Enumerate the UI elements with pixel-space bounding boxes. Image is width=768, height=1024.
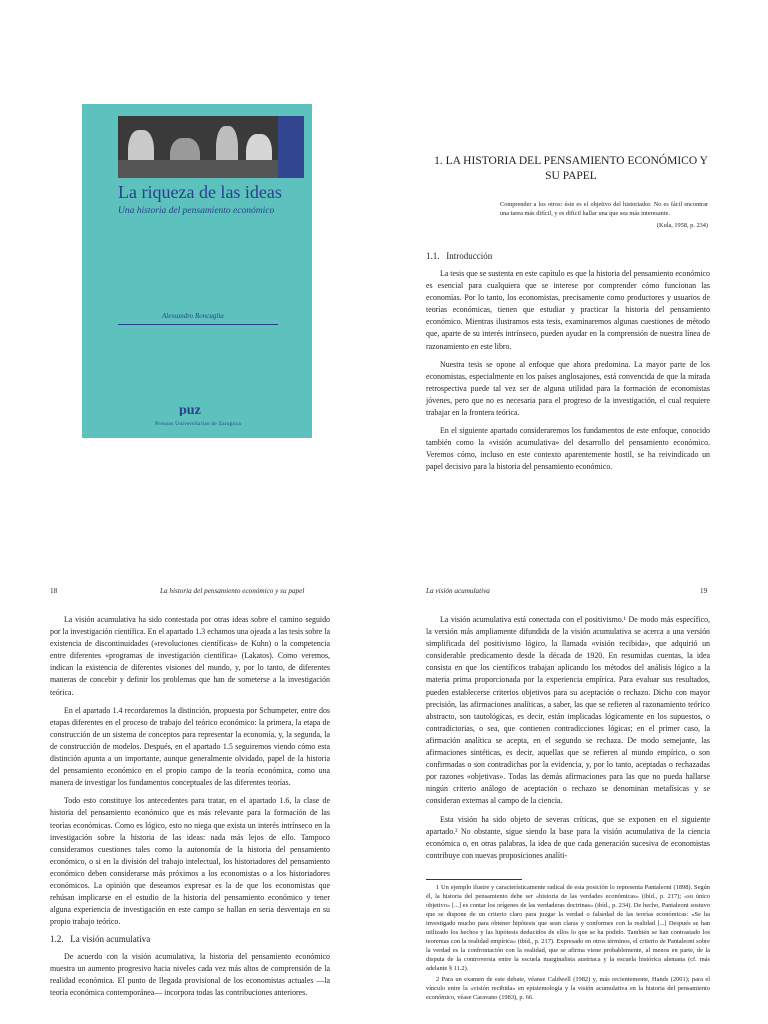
cover-title: La riqueza de las ideas <box>118 182 282 202</box>
paragraph: Todo esto constituye los antecedentes para tratar, en el apartado 1.6, la clase de historia del pensamiento económico que es más relevante para la formación de las teorías económicas. Como es lógico, esto no niega que exista un interés intrínseco en la investigación sobre la historia de las ideas: nada más lejos de ello. Tampoco consideramos cuestiones tales como la autonomía de la historia del pensamiento económico, o si en la división del trabajo intelectual, los historiadores del pensamiento económico deben considerarse más próximos a los economistas o a los historiadores económicos. La opinión que deseamos expresar es la de que los economistas que rehúsan implicarse en el estudio de la historia del pensamiento económico y tener alguna experiencia de investigación en este campo se hallan en seria desventaja en su propio trabajo teórico. <box>50 796 330 927</box>
page18-text <box>50 614 330 934</box>
epigraph-source: (Kula, 1958, p. 234) <box>656 222 708 229</box>
intro-text <box>426 268 710 480</box>
page-number-19: 19 <box>700 587 708 595</box>
footnote: 1 Un ejemplo ilustre y característicamente radical de esta posición lo representa Pantaleoni (1898). Según él, la historia del pensamiento debe ser «historia de las verdades económicas» (ibíd., p. 217); «su único objetivo» [...] es contar los orígenes de las verdaderas doctrinas» (ibíd., p. 234). De hecho, Pantaleoni sostuvo que se dispone de un criterio claro para juzgar la verdad o falsedad de las teorías económicas: «Se ha investigado mucho para obtener hipótesis que sean claras y conformes con la realidad [...] Después se han utilizado los hechos y las hipótesis deducidos de ellos lo que se ha podido. También se han contrastado los teoremas con la realidad empírica» (ibíd., p. 217). Expresado en otros términos, el criterio de Pantaleoni sobre la verdad es la confrontación con la realidad, que se afirma viene probablemente, al menos en parte, de la disputa de la controversia entre la escuela marginalista austriaca y la escuela histórica alemana (cf. más adelante § 11.2). <box>426 884 710 972</box>
cover-author: Alessandro Roncaglia <box>162 312 224 320</box>
paragraph: Esta visión ha sido objeto de severas críticas, que se exponen en el siguiente apartado.² No obstante, sigue siendo la base para la visión acumulativa de la ciencia económica o, en otras palabras, la idea de que cada generación sucesiva de economistas contribuye con nuevas proposiciones analíti- <box>426 814 710 860</box>
cover-photo <box>118 116 278 178</box>
book-cover <box>82 104 312 438</box>
cover-accent-block <box>278 116 304 178</box>
epigraph: Comprender a los otros: éste es el objetivo del historiador. No es fácil encontrar una tarea más difícil, y es difícil hallar una que sea más interesante. <box>500 201 708 217</box>
page19-text <box>426 614 710 868</box>
paragraph: La visión acumulativa está conectada con el positivismo.¹ De modo más específico, la versión más ampliamente difundida de la visión acumulativa se acerca a una versión simplificada del positivismo lógico, la llamada «visión recibida», que adquirió un considerable predicamento desde la década de 1920. En resumidas cuentas, la idea consista en que los científicos trabajan aplicando los métodos del análisis lógico a la materia prima proporcionada por la experiencia empírica. Para evaluar sus resultados, pueden establecerse criterios objetivos para su aceptación o rechazo. Dicho con mayor precisión, las afirmaciones analíticas, a saber, las que se refieren al razonamiento teórico abstracto, son tautológicas, es decir, están implicadas lógicamente en los supuestos, o contradictorias, o sea, que contienen contradicciones lógicas; en el primer caso, la afirmación analítica se acepta, en el segundo se rechaza. De modo semejante, las afirmaciones sintéticas, es decir, aquellas que se refieren al mundo empírico, o son confirmadas o son contradichas por la evidencia, y, por lo tanto, aceptadas o rechazadas por razones «objetivas». Todas las demás afirmaciones para las que no pueda hallarse ningún criterio análogo de aceptación o rechazo se denominan metafísicas y se consideran externas al campo de la ciencia. <box>426 615 710 806</box>
paragraph: De acuerdo con la visión acumulativa, la historia del pensamiento económico muestra un aumento progresivo hacia niveles cada vez más altos de comprensión de la realidad económica. El punto de llegada provisional de los economistas actuales —la teoría económica contemporánea— incorpora todas las contribuciones anteriores. <box>50 952 330 998</box>
paragraph: La visión acumulativa ha sido contestada por otras ideas sobre el camino seguido por la investigación científica. En el apartado 1.3 echamos una ojeada a las tesis sobre la existencia de discontinuidades («revoluciones científicas» de Kuhn) o la competencia entre diferentes «programas de investigación científica» (Lakatos). Como veremos, indican la existencia de diferentes visiones del mundo, y, por lo tanto, de diferentes maneras de concebir y definir los problemas que han de someterse a la investigación teórica. <box>50 615 330 697</box>
paragraph: Nuestra tesis se opone al enfoque que ahora predomina. La mayor parte de los economistas, especialmente en los países anglosajones, está convencida de que la mirada retrospectiva puede tal vez ser de alguna utilidad para la formación de economistas jóvenes, pero que no es necesaria para el progreso de la investigación, el cual requiere trabajar en la frontera teórica. <box>426 359 710 418</box>
paragraph: La tesis que se sustenta en este capítulo es que la historia del pensamiento económico es esencial para cualquiera que se interese por comprender cómo funcionan las economías. Por lo tanto, los economistas, precisamente como productores y usuarios de teorías económicas, tienen que estudiar y practicar la historia del pensamiento económico. Mientras ilustramos esta tesis, examinaremos algunas cuestiones de método que, aparte de su interés intrínseco, pueden ayudar en la comprensión de nuestra línea de razonamiento en este libro. <box>426 269 710 351</box>
cover-subtitle: Una historia del pensamiento económico <box>118 206 275 216</box>
cover-rule <box>118 324 278 325</box>
section-heading-1-1: 1.1. Introducción <box>426 251 493 261</box>
publisher-logo-text: puz <box>179 403 201 416</box>
page-number-18: 18 <box>50 587 58 595</box>
page18-text-after <box>50 951 330 1005</box>
footnotes <box>426 883 710 1004</box>
footnote-rule <box>426 879 522 880</box>
section-heading-1-2: 1.2. La visión acumulativa <box>50 934 151 944</box>
running-header-18: La historia del pensamiento económico y su papel <box>160 587 305 595</box>
running-header-19: La visión acumulativa <box>426 587 490 595</box>
paragraph: En el apartado 1.4 recordaremos la distinción, propuesta por Schumpeter, entre dos etapas diferentes en el proceso de trabajo del teórico económico: la primera, la etapa de construcción de un sistema de conceptos para representar la economía, y, la segunda, la de construcción de modelos. Después, en el apartado 1.5 seguiremos viendo cómo esta distinción apunta a un importante, aunque generalmente olvidado, papel de la historia del pensamiento económico en el propio campo de la teoría económica, como una manera de investigar los fundamentos conceptuales de las diferentes teorías. <box>50 705 330 788</box>
cover-publisher: Prensas Universitarias de Zaragoza <box>154 421 242 427</box>
footnote: 2 Para un examen de este debate, véanse Caldwell (1982) y, más recientemente, Hands (2001); para el vínculo entre la «visión recibida» en epistemología y la visión acumulativa en la historia del pensamiento económico, véase Caravano (1983), p. 66. <box>426 976 710 1001</box>
publisher-logo-icon <box>177 402 215 416</box>
paragraph: En el siguiente apartado consideraremos los fundamentos de este enfoque, conocido también como la «visión acumulativa» del desarrollo del pensamiento económico. Veremos cómo, incluso en este contexto aparentemente hostil, se ha reivindicado un papel decisivo para la historia del pensamiento económico. <box>426 426 710 472</box>
chapter-title: 1. LA HISTORIA DEL PENSAMIENTO ECONÓMICO Y SU PAPEL <box>434 155 708 182</box>
